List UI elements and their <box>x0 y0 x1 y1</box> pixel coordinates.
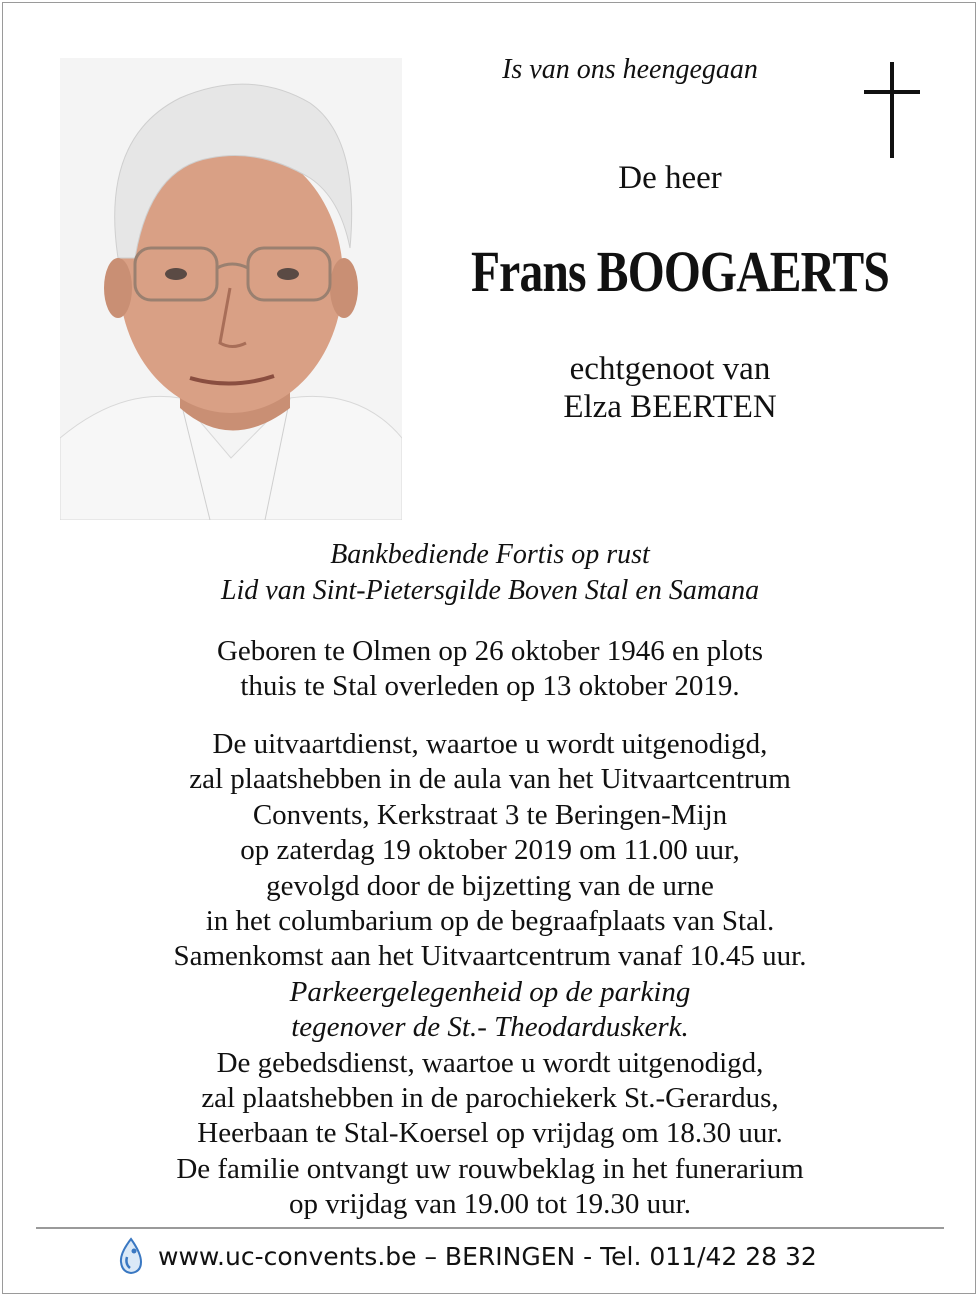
ceremony-line: Convents, Kerkstraat 3 te Beringen-Mijn <box>252 798 728 831</box>
deceased-name: Frans BOOGAERTS <box>470 239 890 304</box>
birth-death-line: thuis te Stal overleden op 13 oktober 2019. <box>240 670 740 702</box>
spouse-name: Elza BEERTEN <box>563 389 777 425</box>
parking-line: Parkeergelegenheid op de parking <box>289 975 691 1008</box>
ceremony-line: gevolgd door de bijzetting van de urne <box>266 869 714 902</box>
prayer-line: De gebedsdienst, waartoe u wordt uitgenodigd, <box>216 1046 764 1079</box>
footer-contact[interactable]: www.uc-convents.be – BERINGEN - Tel. 011/42 28 32 <box>158 1241 817 1271</box>
parking-line: tegenover de St.- Theodarduskerk. <box>291 1011 689 1044</box>
ceremony-block <box>40 727 940 1223</box>
prayer-line: Heerbaan te Stal-Koersel op vrijdag om 18.30 uur. <box>197 1117 783 1150</box>
occupation-line: Lid van Sint-Pietersgilde Boven Stal en Samana <box>220 575 760 606</box>
footer <box>116 1236 956 1276</box>
prayer-line: op vrijdag van 19.00 tot 19.30 uur. <box>289 1188 691 1221</box>
portrait-photo <box>60 58 402 520</box>
ceremony-line: in het columbarium op de begraafplaats van Stal. <box>205 905 775 938</box>
cross-icon <box>864 62 920 158</box>
salutation: De heer <box>618 160 722 196</box>
spouse-block <box>520 350 820 426</box>
ceremony-line: op zaterdag 19 oktober 2019 om 11.00 uur, <box>240 834 740 867</box>
ceremony-line: Samenkomst aan het Uitvaartcentrum vanaf 10.45 uur. <box>173 940 807 973</box>
ceremony-line: De uitvaartdienst, waartoe u wordt uitgenodigd, <box>212 728 768 760</box>
prayer-line: zal plaatshebben in de parochiekerk St.-Gerardus, <box>201 1082 779 1115</box>
birth-death-block <box>40 634 940 704</box>
footer-divider <box>36 1227 944 1229</box>
droplet-logo-icon <box>116 1237 146 1275</box>
birth-death-line: Geboren te Olmen op 26 oktober 1946 en plots <box>216 635 764 667</box>
intro-text: Is van ons heengegaan <box>502 54 758 85</box>
occupation-block <box>40 537 940 609</box>
occupation-line: Bankbediende Fortis op rust <box>330 539 650 570</box>
spouse-label: echtgenoot van <box>569 351 771 387</box>
prayer-line: De familie ontvangt uw rouwbeklag in het funerarium <box>176 1152 804 1185</box>
ceremony-line: zal plaatshebben in de aula van het Uitvaartcentrum <box>189 763 791 796</box>
